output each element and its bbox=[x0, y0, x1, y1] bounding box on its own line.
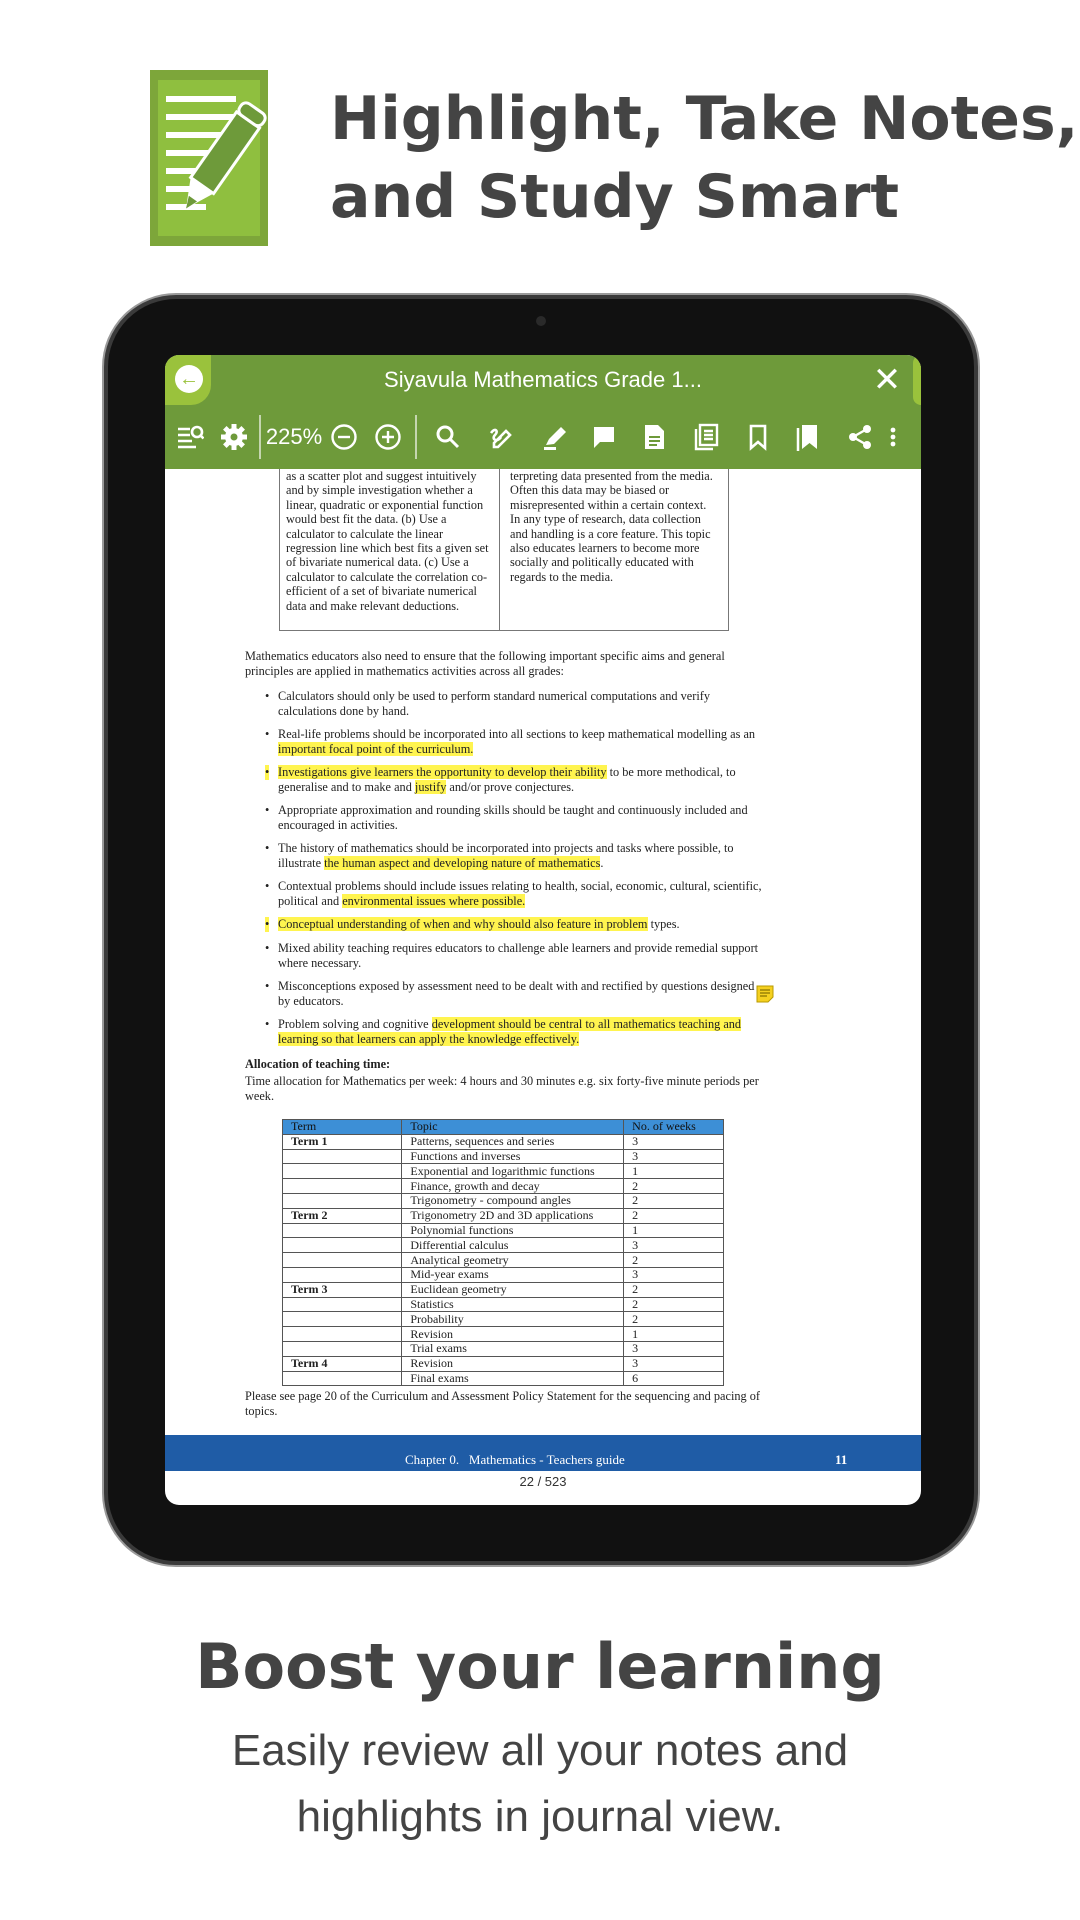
column-header: No. of weeks bbox=[624, 1120, 724, 1135]
toolbar-divider bbox=[415, 415, 417, 459]
bullet-text: Mixed ability teaching requires educators to challenge able learners and provide remedial support where necessary. bbox=[278, 941, 759, 970]
topic-cell: Probability bbox=[402, 1312, 624, 1327]
weeks-cell: 2 bbox=[624, 1312, 724, 1327]
bullet-text: . bbox=[600, 855, 604, 870]
back-button[interactable] bbox=[165, 355, 211, 405]
chapter-title: Chapter 0. Mathematics - Teachers guide bbox=[405, 1452, 625, 1467]
box-left-text: as a scatter plot and suggest intuitively and by simple investigation whether a linear, quadratic or exponential function would best fit the data. (b) Use a calculator to calculate the linear regression line which best fits a given set of bivariate numerical data. (c) Use a calculator to calculate the correlation co-efficient of a set of bivariate numerical data and make relevant deductions. bbox=[280, 469, 500, 630]
zoom-level: 225% bbox=[265, 424, 323, 449]
side-panel-tab[interactable] bbox=[913, 355, 921, 405]
term-cell: Term 2 bbox=[283, 1208, 402, 1223]
list-item: • Investigations give learners the opportunity to develop their ability to be more methodical, to generalise and to make and justify and/or prove conjectures. bbox=[265, 765, 736, 794]
more-icon[interactable] bbox=[881, 415, 905, 459]
topic-cell: Revision bbox=[402, 1327, 624, 1342]
headline-line-2: and Study Smart bbox=[330, 162, 900, 232]
topic-cell: Finance, growth and decay bbox=[402, 1179, 624, 1194]
term-cell bbox=[283, 1327, 402, 1342]
reader-toolbar bbox=[165, 405, 921, 469]
weeks-cell: 3 bbox=[624, 1238, 724, 1253]
list-item: • Contextual problems should include issues relating to health, social, economic, cultural, scientific, political and environmental issues where possible. bbox=[265, 879, 762, 908]
weeks-cell: 1 bbox=[624, 1164, 724, 1179]
topic-cell: Exponential and logarithmic functions bbox=[402, 1164, 624, 1179]
bullet-text: types. bbox=[647, 917, 680, 931]
table-row bbox=[283, 1371, 724, 1386]
comment-icon[interactable] bbox=[585, 415, 623, 459]
term-cell: Term 4 bbox=[283, 1356, 402, 1371]
column-header: Term bbox=[283, 1120, 402, 1135]
topic-cell: Euclidean geometry bbox=[402, 1282, 624, 1297]
table-row bbox=[283, 1267, 724, 1282]
table-row bbox=[283, 1356, 724, 1371]
list-item: • Real-life problems should be incorporated into all sections to keep mathematical modelling as an important focal point of the curriculum. bbox=[265, 727, 756, 756]
bookmark-icon[interactable] bbox=[739, 415, 777, 459]
bullet-text: The history of mathematics should be incorporated into projects and tasks where possible, to illustrate bbox=[278, 841, 734, 870]
topic-cell: Trigonometry - compound angles bbox=[402, 1193, 624, 1208]
highlight[interactable]: justify bbox=[414, 779, 447, 794]
term-cell bbox=[283, 1223, 402, 1238]
toolbar-divider bbox=[259, 415, 261, 459]
camera-dot bbox=[536, 316, 546, 326]
topic-cell: Polynomial functions bbox=[402, 1223, 624, 1238]
highlight[interactable]: development should be central to all mathematics teaching and learning so that learners can apply the knowledge effectively. bbox=[278, 1017, 742, 1046]
highlight[interactable]: the human aspect and developing nature of mathematics bbox=[324, 855, 601, 870]
list-item: • Problem solving and cognitive development should be central to all mathematics teaching and learning so that learners can apply the knowledge effectively. bbox=[265, 1017, 742, 1046]
bookmarks-icon[interactable] bbox=[789, 415, 827, 459]
column-header: Topic bbox=[402, 1120, 624, 1135]
chapter-footer-bar bbox=[165, 1435, 921, 1471]
term-cell bbox=[283, 1193, 402, 1208]
weeks-cell: 2 bbox=[624, 1193, 724, 1208]
table-row bbox=[283, 1193, 724, 1208]
allocation-text: Time allocation for Mathematics per week: 4 hours and 30 minutes e.g. six forty-five minute periods per week. bbox=[245, 1074, 759, 1103]
table-row bbox=[283, 1312, 724, 1327]
highlighter-icon[interactable] bbox=[537, 415, 575, 459]
allocation-heading: Allocation of teaching time: bbox=[245, 1057, 391, 1071]
term-cell bbox=[283, 1253, 402, 1268]
list-item: • The history of mathematics should be incorporated into projects and tasks where possible, to illustrate the human aspect and developing nature of mathematics. bbox=[265, 841, 734, 870]
bullet-text: to be more methodical, to generalise and to make and bbox=[278, 765, 736, 794]
chapter-page-number: 11 bbox=[835, 1452, 848, 1467]
weeks-cell: 3 bbox=[624, 1341, 724, 1356]
topic-cell: Patterns, sequences and series bbox=[402, 1134, 624, 1149]
table-row bbox=[283, 1164, 724, 1179]
weeks-cell: 3 bbox=[624, 1149, 724, 1164]
weeks-cell: 3 bbox=[624, 1134, 724, 1149]
topic-cell: Trial exams bbox=[402, 1341, 624, 1356]
subtitle-line-2: highlights in journal view. bbox=[296, 1792, 784, 1841]
topic-cell: Final exams bbox=[402, 1371, 624, 1386]
weeks-cell: 1 bbox=[624, 1223, 724, 1238]
bullet-text: Problem solving and cognitive bbox=[278, 1017, 432, 1031]
term-cell bbox=[283, 1341, 402, 1356]
table-body bbox=[283, 1134, 724, 1386]
pages-icon[interactable] bbox=[687, 415, 725, 459]
page-headline bbox=[330, 80, 1079, 236]
bullet-text: Real-life problems should be incorporated into all sections to keep mathematical modelling as an bbox=[278, 727, 756, 741]
highlight[interactable]: important focal point of the curriculum. bbox=[278, 741, 474, 756]
intro-paragraph: Mathematics educators also need to ensure that the following important specific aims and general principles are applied in mathematics activities across all grades: bbox=[245, 649, 725, 678]
sticky-note-icon[interactable] bbox=[755, 984, 775, 1004]
bullet-text: Misconceptions exposed by assessment need to be dealt with and rectified by questions designed by educators. bbox=[278, 979, 755, 1008]
table-row bbox=[283, 1208, 724, 1223]
subtitle-line-1: Easily review all your notes and bbox=[231, 1726, 849, 1775]
weeks-cell: 3 bbox=[624, 1267, 724, 1282]
topic-cell: Revision bbox=[402, 1356, 624, 1371]
term-cell: Term 1 bbox=[283, 1134, 402, 1149]
freehand-icon[interactable] bbox=[483, 415, 521, 459]
back-arrow-icon: ← bbox=[175, 365, 203, 393]
bullet-text: Contextual problems should include issues relating to health, social, economic, cultural, scientific, political and bbox=[278, 879, 762, 908]
table-row bbox=[283, 1179, 724, 1194]
settings-icon[interactable] bbox=[215, 415, 253, 459]
highlight[interactable]: Investigations give learners the opportunity to develop their ability bbox=[278, 765, 607, 779]
topic-cell: Analytical geometry bbox=[402, 1253, 624, 1268]
table-row bbox=[283, 1327, 724, 1342]
notepad-pencil-icon bbox=[150, 70, 282, 246]
term-cell bbox=[283, 1149, 402, 1164]
highlight[interactable]: environmental issues where possible. bbox=[342, 893, 526, 908]
table-row bbox=[283, 1341, 724, 1356]
weeks-cell: 1 bbox=[624, 1327, 724, 1342]
promo-title: Boost your learning bbox=[195, 1630, 885, 1703]
share-icon[interactable] bbox=[841, 415, 879, 459]
footer-paragraph: Please see page 20 of the Curriculum and Assessment Policy Statement for the sequencing and pacing of topics. bbox=[245, 1389, 760, 1418]
zoom-out-icon[interactable] bbox=[325, 415, 363, 459]
zoom-in-icon[interactable] bbox=[369, 415, 407, 459]
page-icon[interactable] bbox=[635, 415, 673, 459]
list-item: • Calculators should only be used to perform standard numerical computations and verify calculations done by hand. bbox=[265, 689, 710, 718]
term-cell bbox=[283, 1238, 402, 1253]
list-item: • Conceptual understanding of when and why should also feature in problem types. bbox=[265, 917, 680, 931]
bullet-text: and/or prove conjectures. bbox=[446, 779, 575, 794]
teaching-time-table bbox=[282, 1119, 724, 1386]
table-row bbox=[283, 1282, 724, 1297]
weeks-cell: 2 bbox=[624, 1253, 724, 1268]
document-page[interactable] bbox=[165, 469, 921, 1469]
bullet-text: Calculators should only be used to perform standard numerical computations and verify calculations done by hand. bbox=[278, 689, 710, 718]
term-cell bbox=[283, 1267, 402, 1282]
weeks-cell: 2 bbox=[624, 1179, 724, 1194]
table-row bbox=[283, 1253, 724, 1268]
curriculum-box bbox=[279, 469, 729, 631]
document-title: Siyavula Mathematics Grade 1... bbox=[384, 367, 702, 392]
term-cell bbox=[283, 1312, 402, 1327]
weeks-cell: 6 bbox=[624, 1371, 724, 1386]
search-icon[interactable] bbox=[429, 415, 467, 459]
box-right-text: terpreting data presented from the media. Often this data may be biased or misrepresented within a certain context. In any type of research, data collection and handling is a core feature. This topic also educates learners to become more socially and politically educated with regards to the media. bbox=[510, 469, 713, 584]
topic-cell: Mid-year exams bbox=[402, 1267, 624, 1282]
bullet-text: Appropriate approximation and rounding skills should be taught and continuously included and encouraged in activities. bbox=[278, 803, 748, 832]
list-item: • Mixed ability teaching requires educators to challenge able learners and provide remedial support where necessary. bbox=[265, 941, 759, 970]
topic-cell: Functions and inverses bbox=[402, 1149, 624, 1164]
topic-cell: Trigonometry 2D and 3D applications bbox=[402, 1208, 624, 1223]
close-icon[interactable]: ✕ bbox=[872, 361, 902, 399]
term-cell bbox=[283, 1297, 402, 1312]
page-indicator: 22 / 523 bbox=[519, 1474, 567, 1489]
term-cell: Term 3 bbox=[283, 1282, 402, 1297]
reader-title-bar bbox=[165, 355, 921, 405]
term-cell bbox=[283, 1371, 402, 1386]
term-cell bbox=[283, 1179, 402, 1194]
highlight[interactable]: Conceptual understanding of when and why should also feature in problem bbox=[278, 917, 648, 931]
weeks-cell: 3 bbox=[624, 1356, 724, 1371]
list-item: • Misconceptions exposed by assessment need to be dealt with and rectified by questions designed by educators. bbox=[265, 979, 755, 1008]
headline-line-1: Highlight, Take Notes, bbox=[330, 84, 1079, 154]
term-cell bbox=[283, 1164, 402, 1179]
table-header-row bbox=[283, 1120, 724, 1135]
table-row bbox=[283, 1238, 724, 1253]
table-row bbox=[283, 1134, 724, 1149]
list-item: • Appropriate approximation and rounding skills should be taught and continuously included and encouraged in activities. bbox=[265, 803, 748, 832]
table-row bbox=[283, 1149, 724, 1164]
weeks-cell: 2 bbox=[624, 1208, 724, 1223]
weeks-cell: 2 bbox=[624, 1282, 724, 1297]
table-row bbox=[283, 1223, 724, 1238]
topic-cell: Differential calculus bbox=[402, 1238, 624, 1253]
table-row bbox=[283, 1297, 724, 1312]
promo-subtitle bbox=[0, 1718, 1080, 1850]
weeks-cell: 2 bbox=[624, 1297, 724, 1312]
topic-cell: Statistics bbox=[402, 1297, 624, 1312]
toc-search-icon[interactable] bbox=[171, 415, 209, 459]
tablet-screen bbox=[165, 355, 921, 1505]
